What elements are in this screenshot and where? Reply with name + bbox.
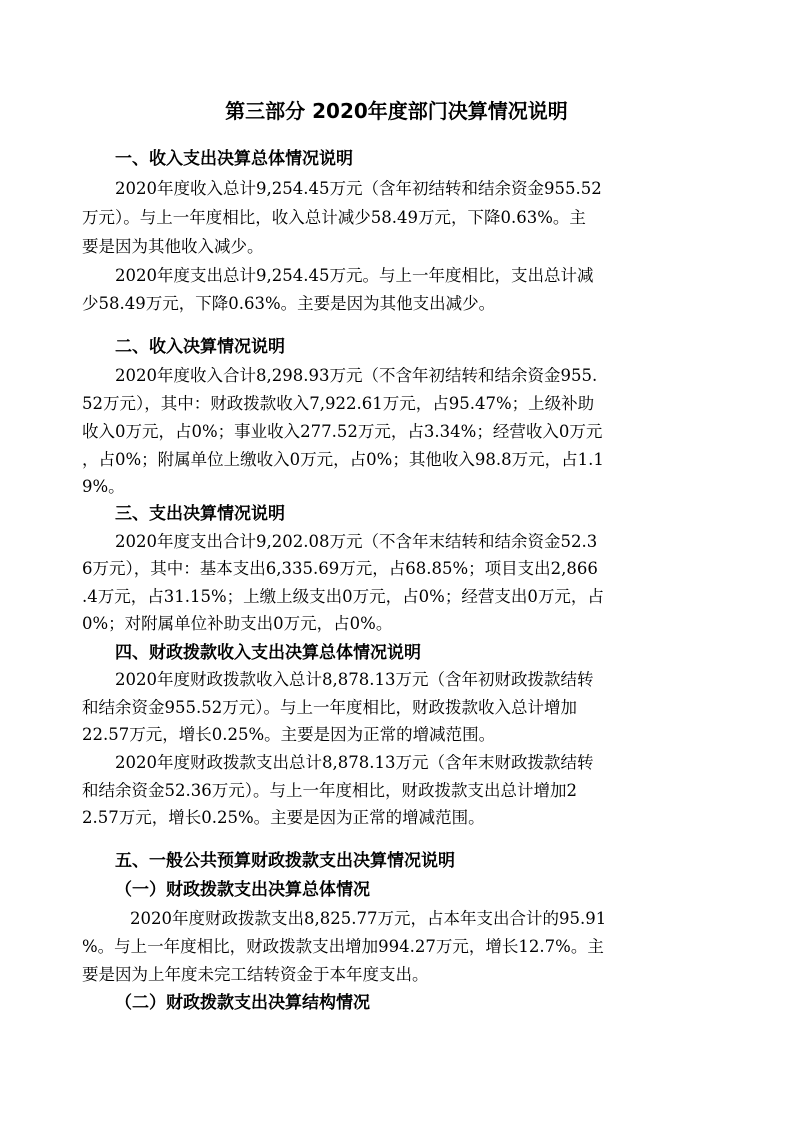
paragraph-line: 收入0万元，占0%；事业收入277.52万元，占3.34%；经营收入0万元 — [82, 422, 603, 441]
paragraph-line: ，占0%；附属单位上缴收入0万元，占0%；其他收入98.8万元，占1.1 — [82, 450, 604, 469]
section-heading-5: 五、一般公共预算财政拨款支出决算情况说明 — [115, 851, 455, 871]
paragraph-line: 2020年度收入合计8,298.93万元（不含年初结转和结余资金955. — [115, 366, 598, 385]
paragraph-line: 要是因为其他收入减少。 — [82, 237, 264, 256]
paragraph-line: 少58.49万元，下降0.63%。主要是因为其他支出减少。 — [82, 294, 496, 313]
paragraph-line: 要是因为上年度未完工结转资金于本年度支出。 — [82, 965, 429, 984]
paragraph-line: 52万元），其中：财政拨款收入7,922.61万元，占95.47%；上级补助 — [82, 394, 595, 413]
paragraph-line: 万元）。与上一年度相比，收入总计减少58.49万元，下降0.63%。主 — [82, 208, 586, 227]
page-title: 第三部分 2020年度部门决算情况说明 — [225, 99, 568, 123]
paragraph-line: .4万元，占31.15%；上缴上级支出0万元，占0%；经营支出0万元，占 — [82, 587, 604, 606]
section-heading-2: 二、收入决算情况说明 — [115, 337, 285, 357]
paragraph-line: %。与上一年度相比，财政拨款支出增加994.27万元，增长12.7%。主 — [82, 937, 604, 956]
paragraph-line: 2020年度收入总计9,254.45万元（含年初结转和结余资金955.52 — [115, 179, 602, 198]
paragraph-line: 2020年度支出合计9,202.08万元（不含年末结转和结余资金52.3 — [115, 532, 598, 551]
paragraph-line: 22.57万元，增长0.25%。主要是因为正常的增减范围。 — [82, 725, 496, 744]
subsection-heading-1: （一）财政拨款支出决算总体情况 — [115, 880, 370, 900]
paragraph-line: 2020年度财政拨款收入总计8,878.13万元（含年初财政拨款结转 — [115, 670, 594, 689]
paragraph-line: 2020年度财政拨款支出总计8,878.13万元（含年末财政拨款结转 — [115, 753, 594, 772]
section-heading-4: 四、财政拨款收入支出决算总体情况说明 — [115, 643, 421, 663]
section-heading-3: 三、支出决算情况说明 — [115, 504, 285, 524]
paragraph-line: 2020年度财政拨款支出8,825.77万元，占本年支出合计的95.91 — [130, 909, 607, 928]
section-heading-1: 一、收入支出决算总体情况说明 — [115, 149, 353, 169]
paragraph-line: 和结余资金955.52万元）。与上一年度相比，财政拨款收入总计增加 — [82, 698, 577, 717]
subsection-heading-2: （二）财政拨款支出决算结构情况 — [115, 993, 370, 1013]
paragraph-line: 2.57万元，增长0.25%。主要是因为正常的增减范围。 — [82, 808, 485, 827]
paragraph-line: 2020年度支出总计9,254.45万元。与上一年度相比，支出总计减 — [115, 266, 594, 285]
paragraph-line: 和结余资金52.36万元）。与上一年度相比，财政拨款支出总计增加2 — [82, 781, 577, 800]
paragraph-line: 6万元），其中：基本支出6,335.69万元，占68.85%；项目支出2,866 — [82, 559, 598, 578]
paragraph-line: 9%。 — [82, 477, 125, 496]
paragraph-line: 0%；对附属单位补助支出0万元，占0%。 — [82, 614, 393, 633]
